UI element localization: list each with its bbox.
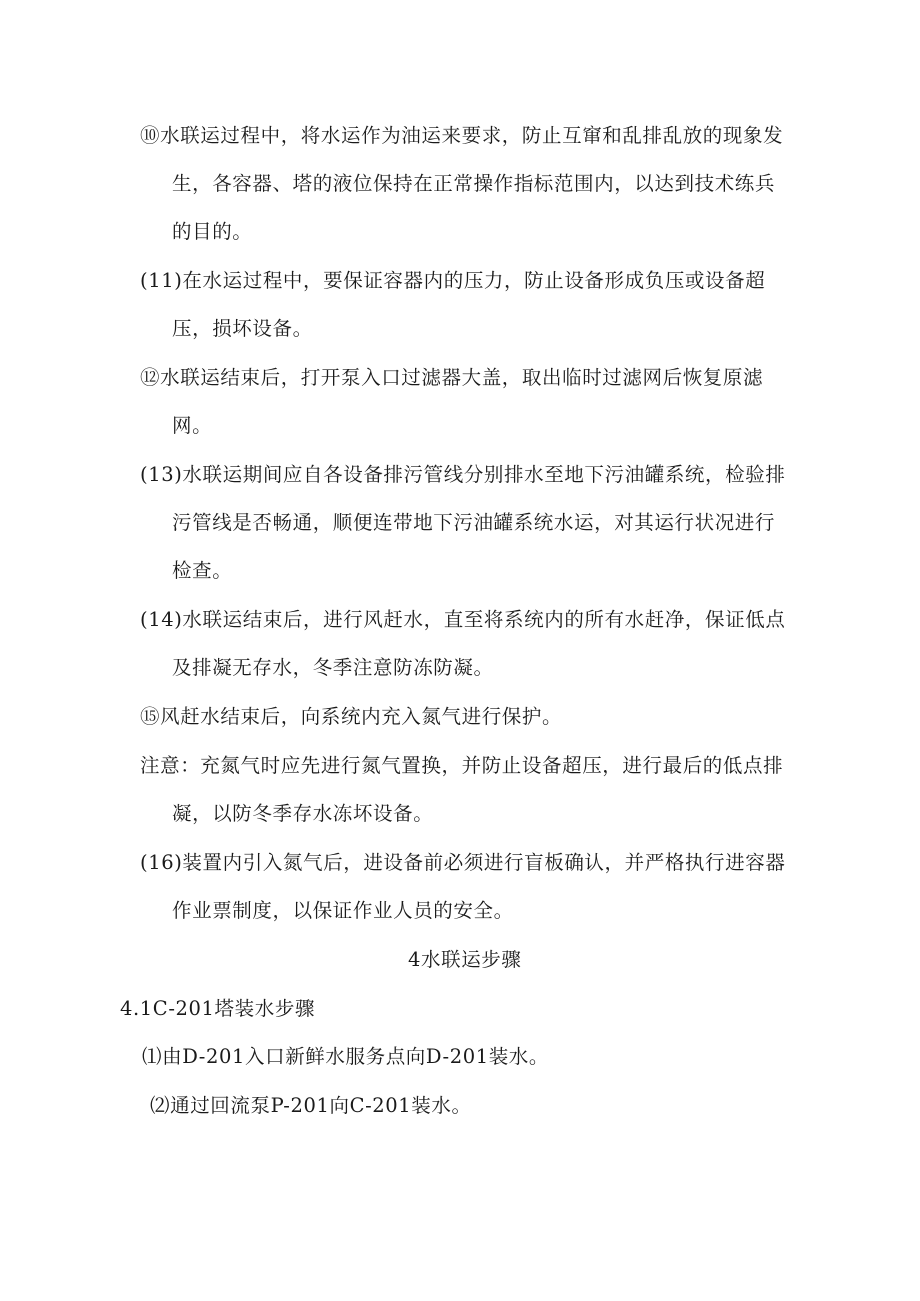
- item-16-line-2: 作业票制度，以保证作业人员的安全。: [172, 899, 514, 922]
- item-11-line-1: (11)在水运过程中，要保证容器内的压力，防止设备形成负压或设备超: [140, 269, 766, 292]
- item-13-line-1: (13)水联运期间应自各设备排污管线分别排水至地下污油罐系统，检验排: [140, 463, 786, 486]
- item-14-line-1: (14)水联运结束后，进行风赶水，直至将系统内的所有水赶净，保证低点: [140, 608, 786, 631]
- item-11-line-2: 压，损坏设备。: [172, 317, 313, 340]
- item-12-line-1: ⑫水联运结束后，打开泵入口过滤器大盖，取出临时过滤网后恢复原滤: [140, 366, 764, 389]
- item-10-line-1: ⑩水联运过程中，将水运作为油运来要求，防止互窜和乱排乱放的现象发: [140, 124, 784, 147]
- item-12-line-2: 网。: [172, 414, 213, 437]
- step-2: ⑵通过回流泵P-201向C-201装水。: [150, 1094, 472, 1117]
- note-line-1: 注意：充氮气时应先进行氮气置换，并防止设备超压，进行最后的低点排: [140, 754, 784, 777]
- item-13-line-3: 检查。: [172, 559, 233, 582]
- section-heading: 4水联运步骤: [408, 948, 522, 971]
- item-10-line-3: 的目的。: [172, 220, 253, 243]
- item-14-line-2: 及排凝无存水，冬季注意防冻防凝。: [172, 656, 494, 679]
- note-line-2: 凝，以防冬季存水冻坏设备。: [172, 802, 434, 825]
- step-1: ⑴由D-201入口新鲜水服务点向D-201装水。: [142, 1045, 550, 1068]
- item-15-line-1: ⑮风赶水结束后，向系统内充入氮气进行保护。: [140, 705, 563, 728]
- item-10-line-2: 生，各容器、塔的液位保持在正常操作指标范围内，以达到技术练兵: [172, 172, 776, 195]
- item-16-line-1: (16)装置内引入氮气后，进设备前必须进行盲板确认，并严格执行进容器: [140, 851, 786, 874]
- item-13-line-2: 污管线是否畅通，顺便连带地下污油罐系统水运，对其运行状况进行: [172, 511, 776, 534]
- subsection-heading: 4.1C-201塔装水步骤: [120, 997, 316, 1020]
